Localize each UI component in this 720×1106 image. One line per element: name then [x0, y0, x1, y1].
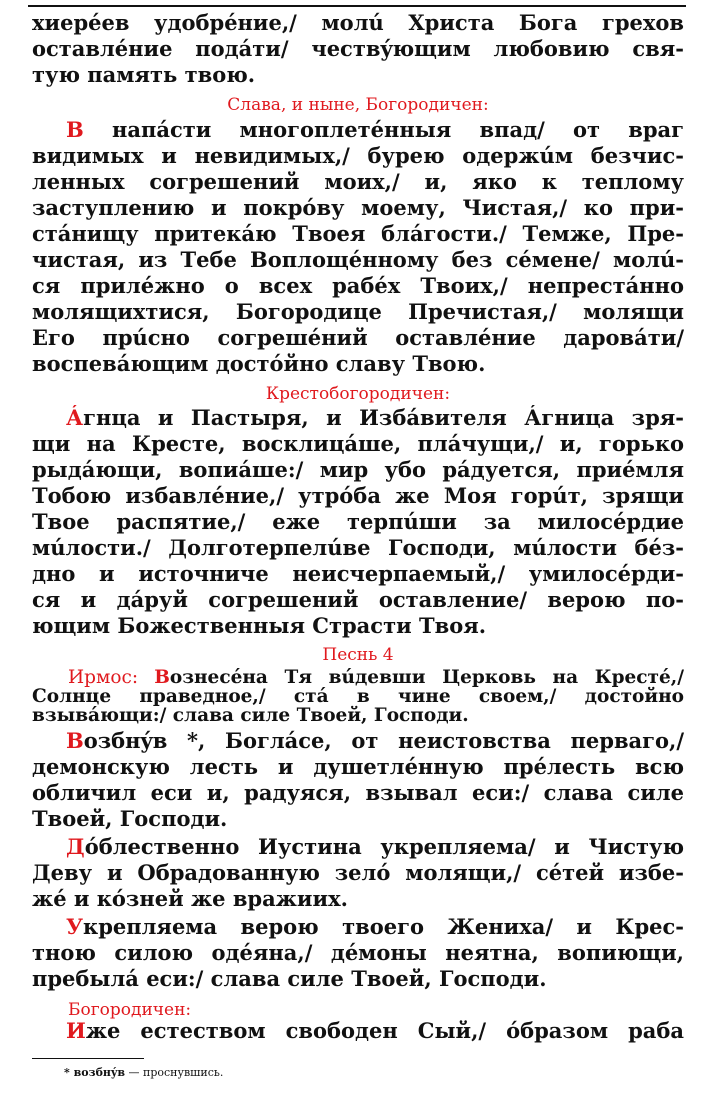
heading-slava: Слава, и ныне, Богородичен:: [227, 95, 489, 115]
text-line: оставлéние подáти/ чествýющим любовию свя-: [32, 36, 684, 61]
text-line: Тобою избавлéние,/ утрóба же Моя горúт, зрящи: [32, 483, 684, 508]
heading-pesn: Песнь 4: [322, 645, 394, 665]
text-line: В напáсти многоплетéнныя впад/ от враг: [66, 117, 684, 142]
text-line: ющим Божественныя Страсти Твоя.: [32, 613, 487, 638]
text-line: щи на Кресте, восклицáше, плáчущи,/ и, горько: [32, 431, 684, 456]
text-line: мúлости./ Долготерпелúве Господи, мúлости бéз-: [32, 535, 684, 560]
text-line: видимых и невидимых,/ бурею одержúм безчис-: [32, 143, 684, 168]
text-line: ся прилéжно о всех рабéх Твоих,/ непрестáнно: [32, 273, 684, 298]
irmos-line: Солнце праведное,/ стá в чине своем,/ достойно: [32, 686, 684, 707]
irmos-line: взывáющи:/ слава силе Твоей, Господи.: [32, 705, 469, 726]
text-line: Иже естеством свободен Сый,/ óбразом раба: [66, 1018, 684, 1043]
text-line: молящихтися, Богородице Пречистая,/ молящи: [32, 299, 684, 324]
text-line: рыдáющи, вопиáше:/ мир убо рáдуется, приéмля: [32, 457, 684, 482]
heading-krestobogorodichen: Крестобогородичен:: [265, 384, 451, 404]
drop-initial: Д: [66, 834, 85, 859]
drop-initial: А́: [66, 405, 84, 430]
text-line: чистая, из Тебе Воплощéнному без сéмене/ молú-: [32, 247, 684, 272]
text-line: Его прúсно согрешéний оставлéние даровáти/: [32, 325, 684, 350]
text-line: жé и кóзней же вражиих.: [32, 886, 348, 911]
text-line: Деву и Обрадованную зелó молящи,/ сéтей избе-: [32, 860, 684, 885]
text-line: обличил еси и, радуяся, взывал еси:/ слава силе: [32, 780, 684, 805]
drop-initial: В: [66, 728, 84, 753]
text-line: воспевáющим достóйно славу Твою.: [32, 351, 486, 376]
text-line: Твоей, Господи.: [32, 806, 228, 831]
text-line: демонскую лесть и душетлéнную прéлесть всю: [32, 754, 684, 779]
text-line: тую память твою.: [32, 62, 256, 87]
footnote-rule: [32, 1058, 144, 1059]
text-line: пребылá еси:/ слава силе Твоей, Господи.: [32, 966, 547, 991]
text-line: заступлению и покрóву моему, Чистая,/ ко при-: [32, 195, 684, 220]
irmos-line: Ирмос: Вознесéна Тя вúдевши Церковь на Кресте́,/: [68, 667, 684, 688]
drop-initial: И: [66, 1018, 86, 1043]
drop-initial: У: [66, 914, 84, 939]
top-rule: [28, 5, 686, 7]
text-line: Дóблественно Иустина укрепляема/ и Чистую: [66, 834, 684, 859]
text-line: Укрепляема верою твоего Жениха/ и Крес-: [66, 914, 684, 939]
text-line: Возбнýв *, Боглáсе, от неистовства перваго,/: [66, 728, 684, 753]
drop-initial: В: [154, 667, 170, 688]
text-line: А́гнца и Пастыря, и Избáвителя А́гница зря-: [66, 405, 684, 430]
footnote-term: * возбнýв: [64, 1066, 126, 1079]
heading-bogorodichen: Богородичен:: [68, 1000, 192, 1020]
footnote: [64, 1066, 664, 1080]
text-line: хиерéев удобрéние,/ молú Христа Бога грехов: [32, 10, 684, 35]
footnote-definition: — проснувшись.: [125, 1066, 224, 1079]
text-line: тною силою одéяна,/ дéмоны неятна, вопиющи,: [32, 940, 684, 965]
text-line: ся и дáруй согрешений оставление/ верою по-: [32, 587, 684, 612]
text-line: дно и источниче неисчерпаемый,/ умилосéрди-: [32, 561, 684, 586]
drop-initial: В: [66, 117, 84, 142]
text-line: Твое распятие,/ еже терпúши за милосéрдие: [32, 509, 684, 534]
text-line: ленных согрешений моих,/ и, яко к теплому: [32, 169, 684, 194]
text-line: стáнищу притекáю Твоея блáгости./ Темже, Пре-: [32, 221, 684, 246]
irmos-label: Ирмос:: [68, 667, 155, 688]
